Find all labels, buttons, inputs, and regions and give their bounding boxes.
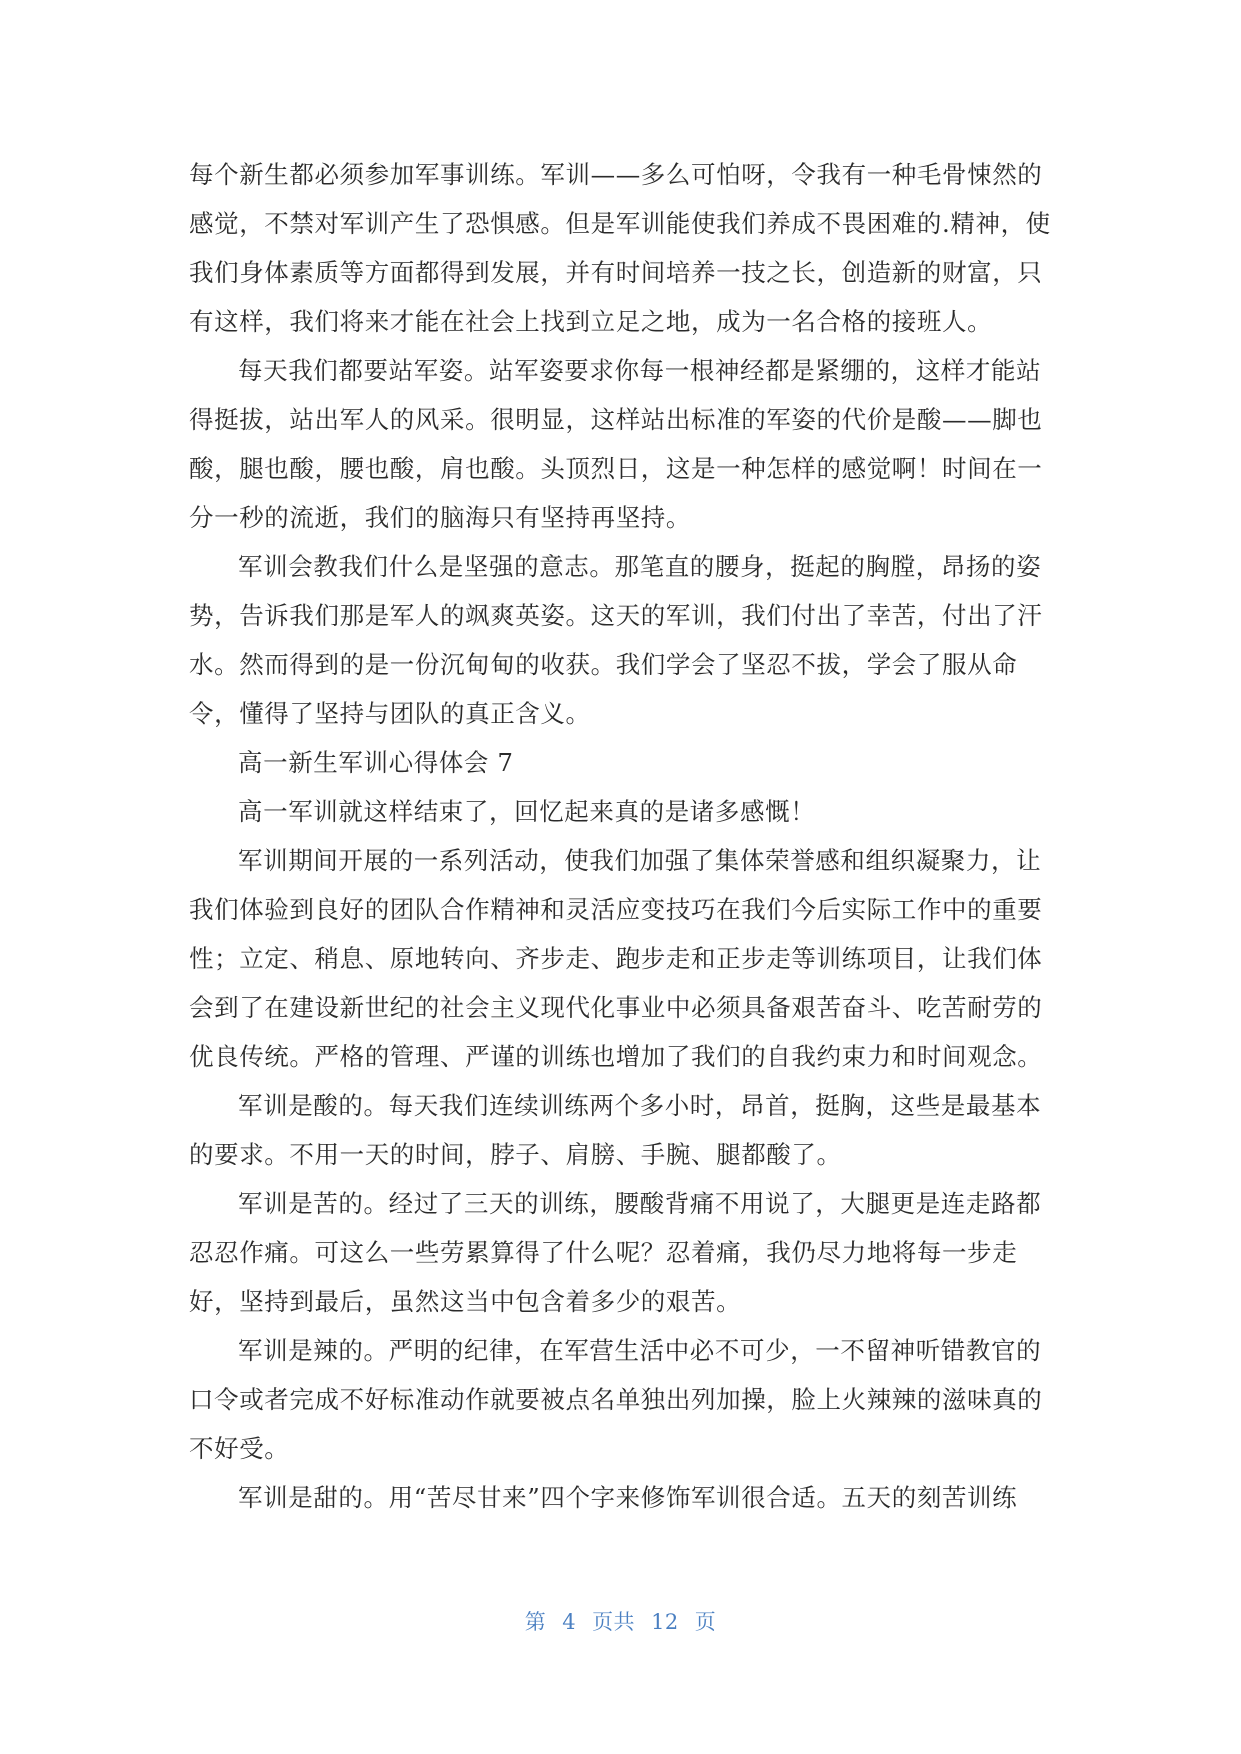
paragraph-5 [189,787,1053,836]
text-line: 会到了在建设新世纪的社会主义现代化事业中必须具备艰苦奋斗、吃苦耐劳的 [189,993,1043,1022]
paragraph-6 [189,836,1053,1081]
paragraph-9 [189,1326,1053,1473]
paragraph-3 [189,542,1053,738]
text-line: 每个新生都必须参加军事训练。军训——多么可怕呀，令我有一种毛骨悚然的 [189,160,1043,189]
footer-current-page: 4 [562,1610,577,1634]
text-line: 军训是酸的。每天我们连续训练两个多小时，昂首，挺胸，这些是最基本 [238,1091,1042,1120]
text-line: 势，告诉我们那是军人的飒爽英姿。这天的军训，我们付出了幸苦，付出了汗 [189,601,1043,630]
paragraph-8 [189,1179,1053,1326]
text-line: 令，懂得了坚持与团队的真正含义。 [189,699,591,728]
text-line: 分一秒的流逝，我们的脑海只有坚持再坚持。 [189,503,691,532]
text-line: 军训是甜的。用“苦尽甘来”四个字来修饰军训很合适。五天的刻苦训练 [238,1483,1018,1512]
text-line: 军训是辣的。严明的纪律，在军营生活中必不可少，一不留神听错教官的 [238,1336,1042,1365]
footer-label-ye: 页 [694,1610,717,1634]
footer-label-ye-gong: 页共 [592,1610,636,1634]
text-line: 军训会教我们什么是坚强的意志。那笔直的腰身，挺起的胸膛，昂扬的姿 [238,552,1042,581]
text-line: 忍忍作痛。可这么一些劳累算得了什么呢？忍着痛，我仍尽力地将每一步走 [189,1238,1018,1267]
text-line: 酸，腿也酸，腰也酸，肩也酸。头顶烈日，这是一种怎样的感觉啊！时间在一 [189,454,1043,483]
text-line: 优良传统。严格的管理、严谨的训练也增加了我们的自我约束力和时间观念。 [189,1042,1043,1071]
text-line: 高一军训就这样结束了，回忆起来真的是诸多感慨！ [238,797,816,826]
text-line: 高一新生军训心得体会 7 [238,748,514,777]
text-line: 有这样，我们将来才能在社会上找到立足之地，成为一名合格的接班人。 [189,307,993,336]
footer-total-pages: 12 [651,1610,679,1634]
text-line: 每天我们都要站军姿。站军姿要求你每一根神经都是紧绷的，这样才能站 [238,356,1042,385]
text-line: 军训是苦的。经过了三天的训练，腰酸背痛不用说了，大腿更是连走路都 [238,1189,1042,1218]
text-line: 军训期间开展的一系列活动，使我们加强了集体荣誉感和组织凝聚力，让 [238,846,1042,875]
text-line: 不好受。 [189,1434,290,1463]
section-heading [189,738,1053,787]
document-body [189,150,1053,1522]
text-line: 得挺拔，站出军人的风采。很明显，这样站出标准的军姿的代价是酸——脚也 [189,405,1043,434]
text-line: 的要求。不用一天的时间，脖子、肩膀、手腕、腿都酸了。 [189,1140,842,1169]
text-line: 好，坚持到最后，虽然这当中包含着多少的艰苦。 [189,1287,742,1316]
text-line: 水。然而得到的是一份沉甸甸的收获。我们学会了坚忍不拔，学会了服从命 [189,650,1018,679]
paragraph-1 [189,150,1053,346]
page-footer [0,1606,1241,1636]
paragraph-7 [189,1081,1053,1179]
paragraph-10 [189,1473,1053,1522]
text-line: 感觉，不禁对军训产生了恐惧感。但是军训能使我们养成不畏困难的.精神，使 [189,209,1051,238]
text-line: 我们体验到良好的团队合作精神和灵活应变技巧在我们今后实际工作中的重要 [189,895,1043,924]
paragraph-2 [189,346,1053,542]
text-line: 口令或者完成不好标准动作就要被点名单独出列加操，脸上火辣辣的滋味真的 [189,1385,1043,1414]
text-line: 我们身体素质等方面都得到发展，并有时间培养一技之长，创造新的财富，只 [189,258,1043,287]
footer-label-di: 第 [524,1610,547,1634]
text-line: 性；立定、稍息、原地转向、齐步走、跑步走和正步走等训练项目，让我们体 [189,944,1043,973]
